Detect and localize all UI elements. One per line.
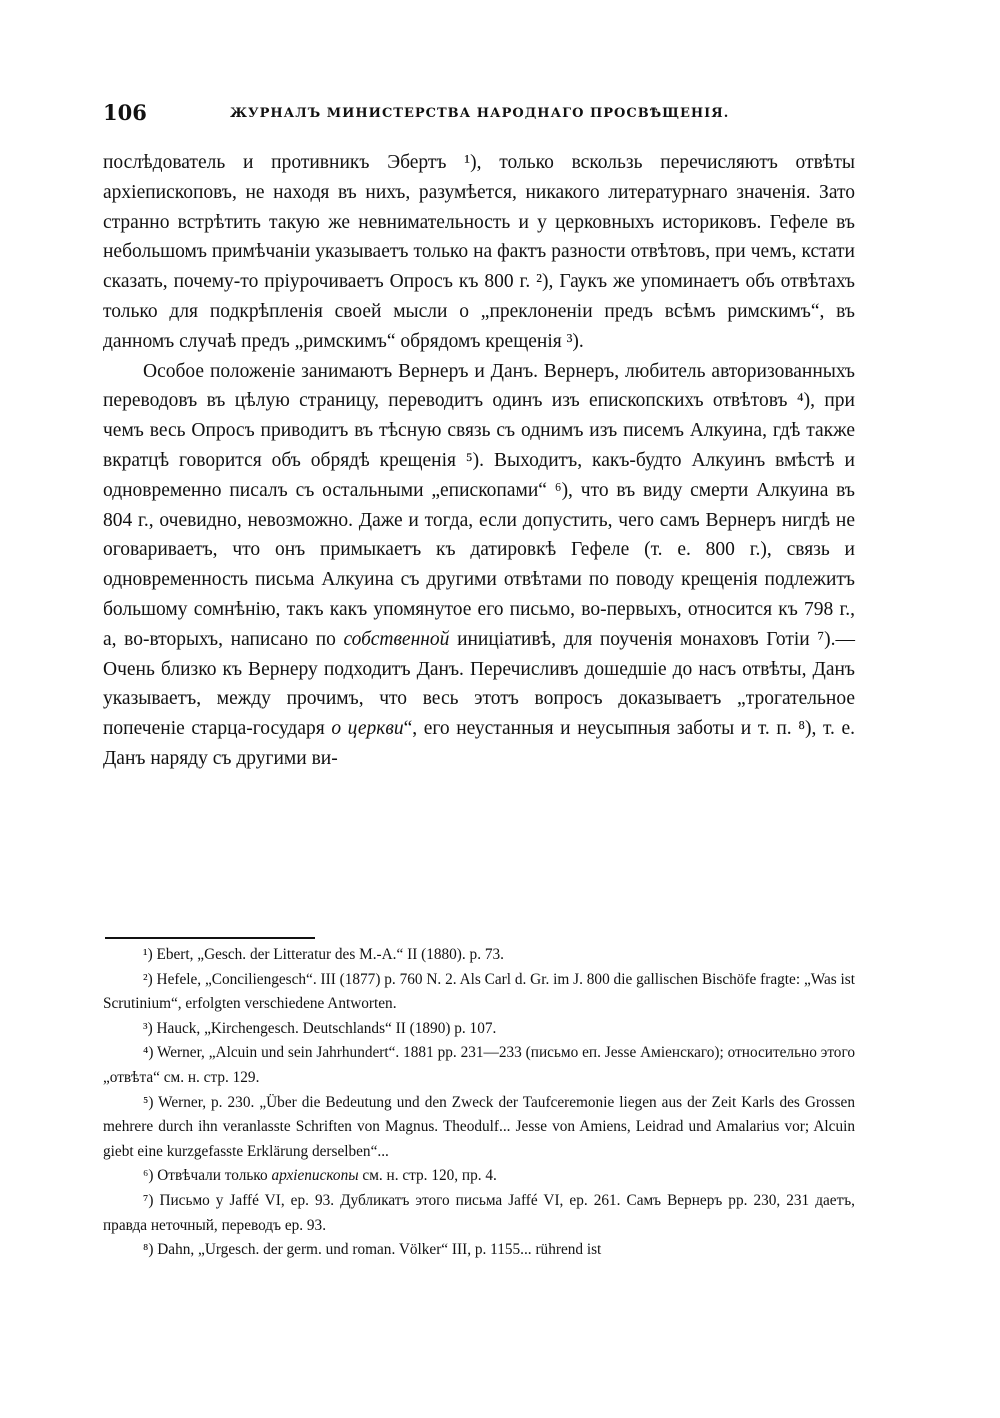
- footnote-3: ³) Hauck, „Kirchengesch. Deutschlands“ II (1890) p. 107.: [143, 1019, 497, 1037]
- paragraph-2: [103, 357, 855, 774]
- emphasis-sobstvennoi: собственной: [343, 628, 450, 650]
- footnote-6: [103, 1164, 855, 1189]
- emphasis-arkhiepiskopy: архіепископы: [271, 1167, 359, 1185]
- footnote-4: ⁴) Werner, „Alcuin und sein Jahrhundert“. 1881 pp. 231—233 (письмо еп. Jesse Аміенскаго); относительно этого „отвѣта“ см. н. стр. 129.: [103, 1044, 855, 1086]
- emphasis-o-tserkvi: о церкви: [331, 718, 404, 740]
- footnote-1: ¹) Ebert, „Gesch. der Litteratur des M.-A.“ II (1880). p. 73.: [143, 946, 504, 963]
- footnote-8: ⁸) Dahn, „Urgesch. der germ. und roman. Völker“ III, p. 1155... rührend ist: [143, 1241, 602, 1259]
- footnote-5: ⁵) Werner, p. 230. „Über die Bedeutung und den Zweck der Taufceremonie liegen aus der Zeit Karls des Grossen mehrere durch ihn veranlasste Schriften von Magnus. Theodulf... Jesse von Amiens, Leidrad und Amalarius vor; Alcuin giebt eine kurzgefasste Erklärung derselben“...: [103, 1093, 855, 1160]
- paragraph-2-part-a: Особое положеніе занимаютъ Вернеръ и Данъ. Вернеръ, любитель авторизованныхъ переводовъ въ цѣлую страницу, переводитъ одинъ изъ епископскихъ отвѣтовъ ⁴), при чемъ весь Опросъ приводитъ въ тѣсную связь съ однимъ изъ писемъ Алкуина, гдѣ также вкратцѣ говорится объ обрядѣ крещенія ⁵). Выходитъ, какъ-будто Алкуинъ вмѣстѣ и одновременно писалъ съ остальными „епископами“ ⁶), что въ виду смерти Алкуина въ 804 г., очевидно, невозможно. Даже и тогда, если допустить, чего самъ Вернеръ нигдѣ не оговариваетъ, что онъ примыкаетъ къ датировкѣ Гефеле (т. е. 800 г.), связь и одновременность письма Алкуина съ другими отвѣтами по поводу крещенія подлежитъ большому сомнѣнію, такъ какъ упомянутое его письмо, во-первыхъ, относится къ 798 г., а, во-вторыхъ, написано по: [103, 360, 855, 650]
- page-number: 106: [103, 100, 147, 125]
- running-title: ЖУРНАЛЪ МИНИСТЕРСТВА НАРОДНАГО ПРОСВѢЩЕНІЯ.: [230, 106, 730, 121]
- footnotes: [103, 943, 855, 1263]
- footnote-6-part-a: ⁶) Отвѣчали только: [143, 1167, 268, 1185]
- footnote-7: ⁷) Письмо у Jaffé VI, ep. 93. Дубликатъ этого письма Jaffé VI, ep. 261. Самъ Вернеръ pp. 230, 231 даетъ, правда неточный, переводъ ep. 93.: [103, 1191, 855, 1234]
- paragraph-1: послѣдователь и противникъ Эбертъ ¹), только вскользь перечисляютъ отвѣты архіепископовъ, не находя въ нихъ, разумѣется, никакого литературнаго значенія. Зато странно встрѣтить такую же невнимательность и у церковныхъ историковъ. Гефеле въ небольшомъ примѣчаніи указываетъ только на фактъ разности отвѣтовъ, при чемъ, кстати сказать, почему-то пріурочиваетъ Опросъ къ 800 г. ²), Гаукъ же упоминаетъ объ отвѣтахъ только для подкрѣпленія своей мысли о „преклоненіи предъ всѣмъ римскимъ“, въ данномъ случаѣ предъ „римскимъ“ обрядомъ крещенія ³).: [103, 152, 855, 352]
- main-text: [103, 148, 855, 774]
- footnote-divider: [105, 937, 315, 939]
- footnote-6-part-b: см. н. стр. 120, пр. 4.: [362, 1167, 497, 1185]
- page-header: [103, 100, 863, 130]
- paragraph-2-part-b: иниціативѣ, для поученія монаховъ Готіи ⁷).—Очень близко къ Вернеру подходитъ Данъ. Перечисливъ дошедшіе до насъ отвѣты, Данъ указываетъ, между прочимъ, что весь этотъ вопросъ доказываетъ „трогательное попеченіе старца-государя: [103, 628, 856, 740]
- paragraph-2-part-c: “, его неустанныя и неусыпныя заботы и т. п. ⁸), т. е. Данъ наряду съ другими ви-: [103, 718, 855, 769]
- footnote-2: ²) Hefele, „Conciliengesch“. III (1877) p. 760 N. 2. Als Carl d. Gr. im J. 800 die gallischen Bischöfe fragte: „Was ist Scrutinium“, erfolgten verschiedene Antworten.: [103, 970, 855, 1013]
